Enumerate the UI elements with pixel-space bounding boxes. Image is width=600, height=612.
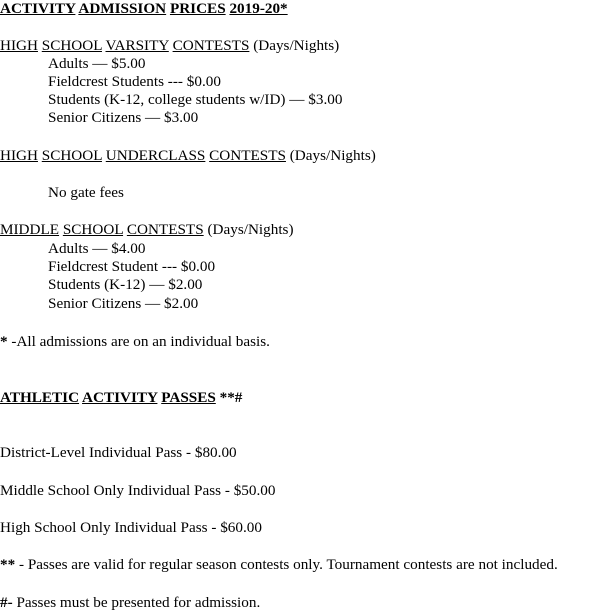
- passes-note: [0, 594, 260, 612]
- list-item: Fieldcrest Student --- $0.00: [48, 258, 216, 275]
- list-item: Fieldcrest Students --- $0.00: [48, 73, 221, 90]
- passes-note: [0, 556, 558, 574]
- list-item: No gate fees: [48, 184, 124, 201]
- heading-word: VARSITY: [105, 37, 169, 54]
- heading-marker: **#: [219, 389, 243, 406]
- note-text: Passes must be presented for admission.: [12, 594, 261, 611]
- heading-word: ACTIVITY: [82, 389, 158, 406]
- list-item: Senior Citizens — $2.00: [48, 295, 199, 312]
- pass-item: District-Level Individual Pass - $80.00: [0, 444, 237, 461]
- admission-note: [0, 333, 270, 351]
- list-item: Adults — $4.00: [48, 240, 146, 257]
- note-marker: *: [0, 333, 8, 350]
- heading-word: CONTESTS: [126, 221, 204, 238]
- list-item: Adults — $5.00: [48, 55, 146, 72]
- list-item: Senior Citizens — $3.00: [48, 109, 199, 126]
- heading-word: MIDDLE: [0, 221, 60, 238]
- pass-item: High School Only Individual Pass - $60.00: [0, 519, 262, 536]
- list-item: Students (K-12, college students w/ID) — $3.00: [48, 91, 343, 108]
- section-heading-hs-varsity: [0, 37, 339, 55]
- heading-word: SCHOOL: [41, 147, 102, 164]
- note-marker: **: [0, 556, 16, 573]
- heading-word: HIGH: [0, 37, 38, 54]
- list-item: Students (K-12) — $2.00: [48, 276, 203, 293]
- note-marker: #-: [0, 594, 13, 611]
- section-heading-passes: [0, 389, 242, 407]
- heading-suffix: (Days/Nights): [253, 37, 340, 54]
- title-word: ACTIVITY: [0, 0, 76, 17]
- heading-word: HIGH: [0, 147, 38, 164]
- title-word: 2019-20*: [229, 0, 288, 17]
- heading-word: SCHOOL: [41, 37, 102, 54]
- heading-word: SCHOOL: [62, 221, 124, 238]
- heading-word: PASSES: [161, 389, 216, 406]
- note-text: - Passes are valid for regular season contests only. Tournament contests are not included.: [15, 556, 558, 573]
- note-text: -All admissions are on an individual basis.: [7, 333, 270, 350]
- title-word: PRICES: [169, 0, 226, 17]
- page-title: [0, 0, 288, 18]
- heading-word: UNDERCLASS: [105, 147, 206, 164]
- heading-suffix: (Days/Nights): [289, 147, 376, 164]
- section-heading-middle-school: [0, 221, 294, 239]
- heading-suffix: (Days/Nights): [207, 221, 294, 238]
- section-heading-hs-underclass: [0, 147, 376, 165]
- heading-word: CONTESTS: [172, 37, 250, 54]
- heading-word: ATHLETIC: [0, 389, 80, 406]
- title-word: ADMISSION: [78, 0, 167, 17]
- heading-word: CONTESTS: [209, 147, 286, 164]
- pass-item: Middle School Only Individual Pass - $50.00: [0, 482, 276, 499]
